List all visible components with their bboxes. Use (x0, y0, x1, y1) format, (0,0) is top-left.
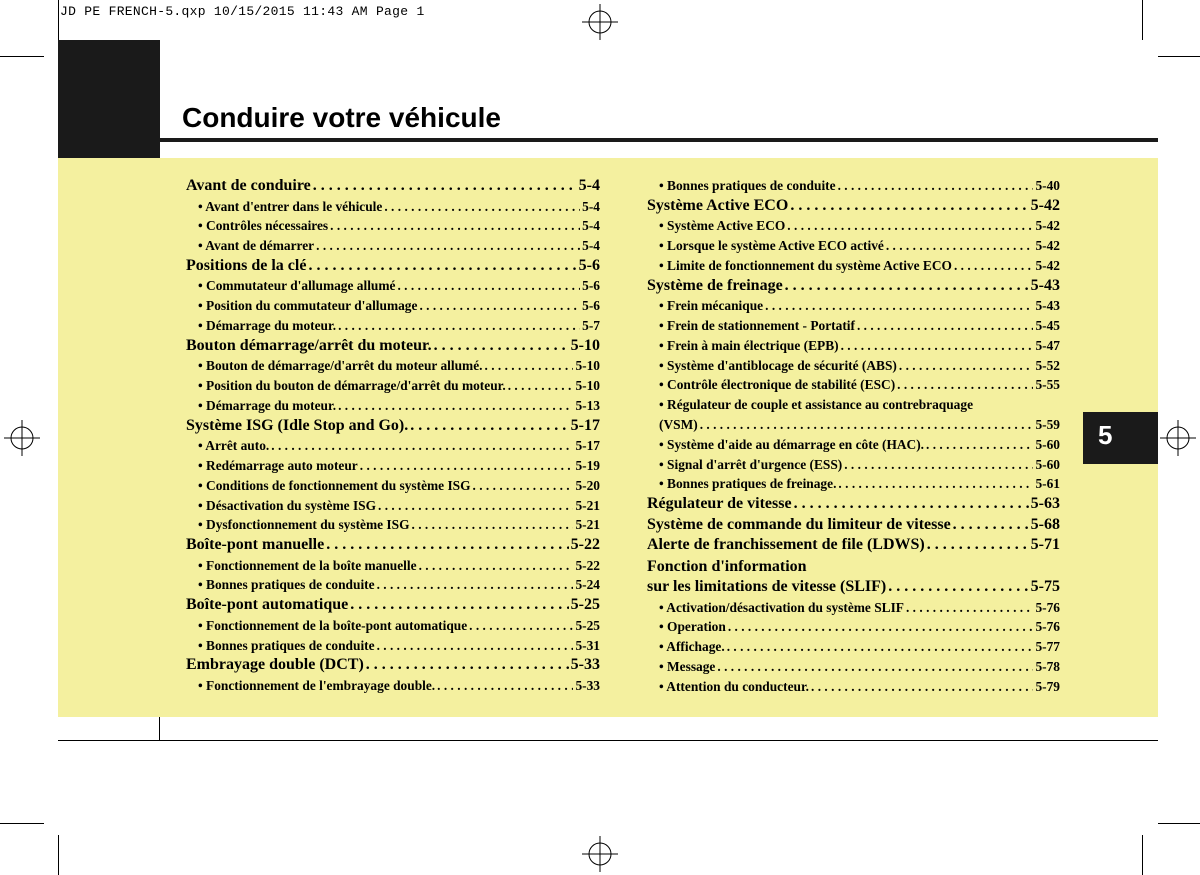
toc-page-number: 5-21 (575, 497, 600, 513)
toc-page-number: 5-17 (570, 416, 600, 434)
toc-subsection-entry[interactable] (647, 296, 1060, 316)
toc-page-number: 5-4 (582, 238, 600, 254)
toc-subsection-entry[interactable] (647, 375, 1060, 395)
toc-subsection-entry[interactable] (186, 396, 600, 416)
toc-subsection-entry[interactable] (647, 435, 1060, 455)
dot-leader (326, 535, 568, 556)
toc-subsection-entry[interactable] (647, 236, 1060, 256)
toc-page-number: 5-60 (1035, 456, 1060, 472)
toc-entry-label: • Position du commutateur d'allumage (198, 298, 418, 314)
dot-leader (787, 216, 1033, 236)
toc-entry-label: • Affichage. (659, 639, 725, 655)
dot-leader (360, 456, 574, 476)
toc-entry-label: • Système d'aide au démarrage en côte (HAC). (659, 436, 925, 452)
toc-entry-label: • Position du bouton de démarrage/d'arrêt du moteur. (198, 378, 506, 394)
dot-leader (926, 435, 1033, 455)
dot-leader (397, 276, 580, 296)
toc-section-entry[interactable] (186, 535, 600, 556)
dot-leader (888, 577, 1028, 598)
toc-page-number: 5-4 (582, 218, 600, 234)
crop-mark (1142, 0, 1143, 40)
toc-section-entry[interactable] (647, 196, 1060, 217)
dot-leader (508, 376, 574, 396)
dot-leader (717, 657, 1033, 677)
toc-entry-label: • Message (659, 659, 716, 675)
toc-page-number: 5-4 (578, 177, 600, 194)
toc-entry-label: Système ISG (Idle Stop and Go). (186, 416, 409, 434)
toc-section-entry[interactable] (186, 176, 600, 197)
toc-entry-label: • Arrêt auto. (198, 438, 270, 454)
toc-entry-label: • Attention du conducteur. (659, 678, 810, 694)
toc-section-entry[interactable] (647, 515, 1060, 536)
toc-page-number: 5-52 (1035, 357, 1060, 373)
toc-entry-label: • Bonnes pratiques de conduite (198, 577, 375, 593)
dot-leader (384, 197, 580, 217)
toc-entry-label: • Redémarrage auto moteur (198, 457, 358, 473)
toc-page-number: 5-25 (575, 617, 600, 633)
dot-leader (473, 476, 574, 496)
dot-leader (841, 336, 1034, 356)
toc-right-column (647, 176, 1060, 697)
toc-entry-label: • Démarrage du moteur. (198, 397, 337, 413)
dot-leader (953, 515, 1029, 536)
toc-page-number: 5-42 (1035, 218, 1060, 234)
title-rule (160, 138, 1158, 142)
dot-leader (313, 176, 577, 197)
dot-leader (316, 236, 580, 256)
toc-subsection-entry[interactable] (647, 657, 1060, 677)
toc-page-number: 5-33 (570, 656, 600, 674)
toc-entry-label: • Commutateur d'allumage allumé (198, 278, 396, 294)
toc-entry-label: • Dysfonctionnement du système ISG (198, 517, 410, 533)
toc-subsection-entry[interactable] (186, 616, 600, 636)
toc-page-number: 5-31 (575, 637, 600, 653)
toc-section-entry[interactable] (186, 595, 600, 616)
toc-entry-label: • Bonnes pratiques de conduite (659, 178, 836, 193)
dot-leader (419, 556, 574, 576)
dot-leader (899, 356, 1034, 376)
crop-mark (1158, 823, 1200, 824)
toc-section-entry[interactable] (647, 494, 1060, 515)
dot-leader (790, 196, 1028, 217)
toc-entry-label: Fonction d'information (647, 557, 807, 575)
toc-page-number: 5-6 (578, 256, 600, 274)
dot-leader (886, 236, 1034, 256)
crop-mark (0, 823, 44, 824)
toc-entry-label: • Système Active ECO (659, 218, 786, 234)
dot-leader (338, 316, 580, 336)
toc-entry-label: • Fonctionnement de la boîte manuelle (198, 557, 417, 573)
dot-leader (727, 637, 1034, 657)
toc-entry-label: • Limite de fonctionnement du système Active ECO (659, 257, 952, 273)
dot-leader (377, 575, 574, 595)
toc-page-number: 5-6 (582, 298, 600, 314)
toc-page-number: 5-42 (1035, 238, 1060, 254)
toc-page-number: 5-45 (1035, 317, 1060, 333)
toc-entry-label: • Frein mécanique (659, 298, 764, 314)
dot-leader (838, 176, 1034, 196)
toc-entry-label: • Régulateur de couple et assistance au contrebraquage (659, 397, 974, 413)
toc-section-entry[interactable] (647, 577, 1060, 598)
toc-subsection-entry[interactable] (186, 556, 600, 576)
toc-subsection-entry[interactable] (186, 236, 600, 256)
dot-leader (897, 375, 1033, 395)
dot-leader (308, 256, 576, 277)
toc-subsection-entry[interactable] (647, 316, 1060, 336)
toc-page-number: 5-61 (1035, 476, 1060, 492)
toc-entry-label: • Signal d'arrêt d'urgence (ESS) (659, 456, 843, 472)
toc-entry-label: • Contrôles nécessaires (198, 218, 329, 234)
toc-entry-label: Bouton démarrage/arrêt du moteur. (186, 336, 432, 354)
toc-page-number: 5-55 (1035, 377, 1060, 393)
toc-entry-label: Système de freinage (647, 276, 783, 294)
toc-page-number: 5-13 (575, 397, 600, 413)
dot-leader (927, 535, 1029, 556)
toc-page-number: 5-42 (1030, 196, 1060, 214)
toc-entry-label: Embrayage double (DCT) (186, 656, 364, 674)
toc-page-number: 5-10 (570, 336, 600, 354)
toc-subsection-entry[interactable] (186, 636, 600, 656)
toc-section-entry[interactable] (186, 336, 600, 357)
toc-entry-label: • Fonctionnement de la boîte-pont automatique (198, 617, 468, 633)
toc-entry-label: • Operation (659, 619, 726, 635)
toc-entry-label: Positions de la clé (186, 256, 307, 274)
toc-subsection-entry[interactable] (647, 474, 1060, 494)
toc-entry-label: • Système d'antiblocage de sécurité (ABS) (659, 357, 897, 373)
toc-page-number: 5-43 (1030, 276, 1060, 294)
toc-page-number: 5-25 (570, 596, 600, 614)
toc-subsection-entry[interactable] (647, 356, 1060, 376)
toc-subsection-entry[interactable] (647, 336, 1060, 356)
dot-leader (728, 617, 1034, 637)
toc-entry-label: • Avant d'entrer dans le véhicule (198, 198, 383, 214)
toc-subsection-entry[interactable] (647, 415, 1060, 435)
toc-entry-label: • Conditions de fonctionnement du système ISG (198, 477, 471, 493)
crop-mark (1142, 835, 1143, 875)
dot-leader (794, 494, 1029, 515)
dot-leader (844, 455, 1033, 475)
crop-mark (0, 56, 44, 57)
toc-page-number: 5-40 (1035, 178, 1060, 193)
toc-entry-label: • Désactivation du système ISG (198, 497, 377, 513)
dot-leader (857, 316, 1033, 336)
toc-page-number: 5-22 (570, 536, 600, 554)
registration-mark-icon (582, 4, 618, 40)
toc-section-entry[interactable] (186, 416, 600, 437)
registration-mark-icon (582, 836, 618, 872)
toc-page-number: 5-63 (1030, 495, 1060, 513)
crop-mark (58, 835, 59, 875)
toc-entry-label: • Avant de démarrer (198, 238, 315, 254)
toc-subsection-entry[interactable] (186, 515, 600, 535)
dot-leader (366, 655, 569, 676)
toc-page-number: 5-20 (575, 477, 600, 493)
dot-leader (485, 356, 574, 376)
chapter-tab (1083, 412, 1158, 464)
toc-entry-label: Régulateur de vitesse (647, 495, 792, 513)
toc-subsection-entry[interactable] (186, 496, 600, 516)
dot-leader (469, 616, 573, 636)
toc-entry-label: • Bonnes pratiques de freinage. (659, 476, 837, 492)
toc-page-number: 5-78 (1035, 659, 1060, 675)
dot-leader (378, 496, 573, 516)
dot-leader (377, 636, 574, 656)
toc-subsection-entry[interactable] (186, 296, 600, 316)
toc-page-number: 5-60 (1035, 436, 1060, 452)
toc-entry-label: • Bonnes pratiques de conduite (198, 637, 375, 653)
dot-leader (419, 296, 580, 316)
toc-page-number: 5-76 (1035, 599, 1060, 615)
toc-entry-label: • Frein de stationnement - Portatif (659, 317, 855, 333)
toc-subsection-entry[interactable] (186, 197, 600, 217)
toc-subsection-entry[interactable] (647, 677, 1060, 697)
toc-page-number: 5-77 (1035, 639, 1060, 655)
toc-subsection-entry[interactable] (186, 276, 600, 296)
crop-mark (1158, 56, 1200, 57)
toc-page-number: 5-33 (575, 677, 600, 693)
toc-page-number: 5-21 (575, 517, 600, 533)
toc-entry-label: • Contrôle électronique de stabilité (ESC) (659, 377, 896, 393)
toc-subsection-entry[interactable] (186, 356, 600, 376)
toc-page-number: 5-24 (575, 577, 600, 593)
toc-page-number: 5-7 (582, 317, 600, 333)
toc-entry-label: Système de commande du limiteur de vitesse (647, 515, 951, 533)
toc-entry-label: Système Active ECO (647, 196, 789, 214)
dot-leader (350, 595, 568, 616)
toc-page-number: 5-10 (575, 358, 600, 374)
toc-page-number: 5-59 (1035, 416, 1060, 432)
dot-leader (412, 515, 574, 535)
toc-subsection-entry[interactable] (186, 376, 600, 396)
toc-subsection-entry[interactable] (186, 676, 600, 696)
toc-page-number: 5-75 (1030, 578, 1060, 596)
header-black-block (58, 40, 160, 158)
dot-leader (954, 256, 1034, 276)
toc-entry-label: • Activation/désactivation du système SLIF (659, 599, 904, 615)
toc-section-entry[interactable] (186, 256, 600, 277)
toc-page-number: 5-19 (575, 457, 600, 473)
toc-subsection-entry[interactable] (186, 216, 600, 236)
toc-section-entry[interactable] (186, 655, 600, 676)
toc-subsection-entry[interactable] (647, 176, 1060, 196)
dot-leader (437, 676, 573, 696)
dot-leader (700, 415, 1034, 435)
dot-leader (811, 677, 1033, 697)
toc-subsection-entry[interactable] (647, 455, 1060, 475)
registration-mark-icon (4, 420, 40, 456)
toc-page-number: 5-76 (1035, 619, 1060, 635)
page-title: Conduire votre véhicule (182, 102, 501, 133)
toc-subsection-entry[interactable] (186, 476, 600, 496)
toc-section-entry[interactable] (647, 535, 1060, 556)
toc-entry-label: Boîte-pont automatique (186, 596, 349, 614)
toc-subsection-entry[interactable] (647, 637, 1060, 657)
toc-subsection-entry[interactable] (186, 575, 600, 595)
toc-section-entry[interactable] (647, 276, 1060, 297)
toc-page-number: 5-42 (1035, 257, 1060, 273)
dot-leader (765, 296, 1033, 316)
toc-page-number: 5-68 (1030, 515, 1060, 533)
toc-entry-label: • Frein à main électrique (EPB) (659, 337, 839, 353)
toc-entry-label: • Bouton de démarrage/d'arrêt du moteur allumé. (198, 358, 483, 374)
dot-leader (838, 474, 1033, 494)
toc-entry-label: Avant de conduire (186, 177, 311, 194)
toc-subsection-entry[interactable] (186, 316, 600, 336)
toc-entry-label: Boîte-pont manuelle (186, 536, 325, 554)
dot-leader (785, 276, 1029, 297)
toc-subsection-entry[interactable] (186, 436, 600, 456)
toc-page-number: 5-71 (1030, 536, 1060, 554)
toc-page-number: 5-22 (575, 557, 600, 573)
bottom-rule (58, 740, 1158, 741)
dot-leader (271, 436, 573, 456)
toc-entry-label: • Fonctionnement de l'embrayage double. (198, 677, 436, 693)
toc-left-column (186, 176, 600, 696)
toc-entry-label: • Lorsque le système Active ECO activé (659, 238, 884, 254)
dot-leader (434, 336, 569, 357)
toc-subsection-entry[interactable] (647, 256, 1060, 276)
dot-leader (410, 416, 568, 437)
toc-page-number: 5-47 (1035, 337, 1060, 353)
toc-subsection-entry[interactable] (186, 456, 600, 476)
toc-page-number: 5-79 (1035, 678, 1060, 694)
toc-page-number: 5-10 (575, 378, 600, 394)
toc-page-number: 5-43 (1035, 298, 1060, 314)
toc-page-number: 5-4 (582, 198, 600, 214)
print-slug: JD PE FRENCH-5.qxp 10/15/2015 11:43 AM Page 1 (60, 4, 425, 19)
registration-mark-icon (1160, 420, 1196, 456)
toc-page-number: 5-17 (575, 438, 600, 454)
toc-entry-label: sur les limitations de vitesse (SLIF) (647, 578, 887, 596)
toc-entry-label: Alerte de franchissement de file (LDWS) (647, 536, 925, 554)
toc-subsection-entry[interactable] (647, 216, 1060, 236)
toc-entry-label: • Démarrage du moteur. (198, 317, 337, 333)
chapter-number: 5 (1098, 420, 1113, 450)
crop-mark (58, 0, 59, 40)
toc-subsection-entry[interactable] (647, 617, 1060, 637)
dot-leader (906, 598, 1033, 618)
dot-leader (338, 396, 573, 416)
toc-subsection-entry[interactable] (647, 598, 1060, 618)
toc-entry-label: (VSM) (659, 416, 698, 432)
dot-leader (330, 216, 580, 236)
toc-page-number: 5-6 (582, 278, 600, 294)
